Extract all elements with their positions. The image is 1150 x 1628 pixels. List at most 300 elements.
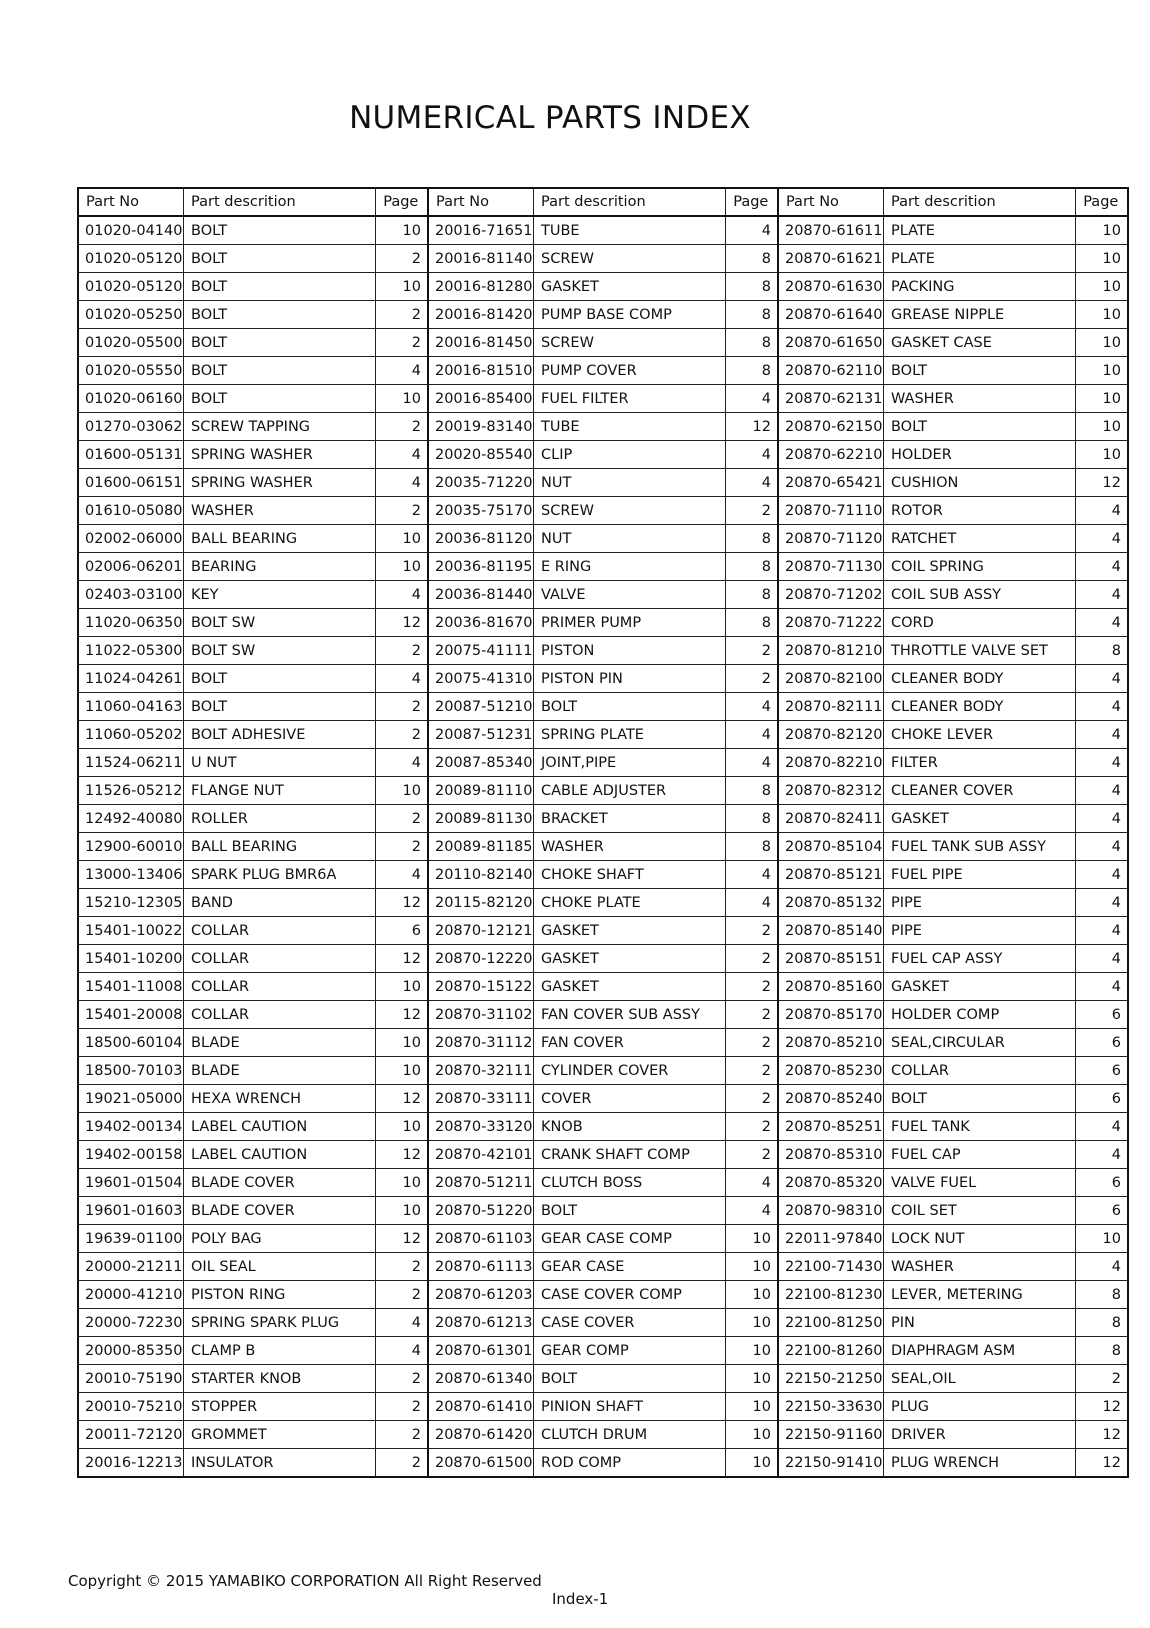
part-description-cell: LABEL CAUTION <box>184 1141 376 1169</box>
page-reference-cell: 4 <box>1076 1141 1128 1169</box>
part-number-cell: 20870-31112 <box>428 1029 534 1057</box>
table-row <box>78 1281 1128 1309</box>
page-reference-cell: 2 <box>376 1365 428 1393</box>
part-number-cell: 20870-82411 <box>778 805 884 833</box>
part-description-cell: VALVE <box>534 581 726 609</box>
page-reference-cell: 10 <box>376 1197 428 1225</box>
table-row <box>78 1449 1128 1478</box>
part-number-cell: 20870-85140 <box>778 917 884 945</box>
table-row <box>78 385 1128 413</box>
page-reference-cell: 2 <box>726 665 778 693</box>
part-number-cell: 20000-21211 <box>78 1253 184 1281</box>
part-description-cell: STOPPER <box>184 1393 376 1421</box>
part-description-cell: COVER <box>534 1085 726 1113</box>
part-number-cell: 20870-61640 <box>778 301 884 329</box>
part-number-cell: 19402-00134 <box>78 1113 184 1141</box>
page-reference-cell: 4 <box>1076 889 1128 917</box>
part-description-cell: BEARING <box>184 553 376 581</box>
part-description-cell: HOLDER COMP <box>883 1001 1075 1029</box>
part-number-cell: 11526-05212 <box>78 777 184 805</box>
part-number-cell: 22150-91410 <box>778 1449 884 1478</box>
page-reference-cell: 2 <box>376 245 428 273</box>
page-reference-cell: 4 <box>1076 721 1128 749</box>
page-reference-cell: 2 <box>726 973 778 1001</box>
page-reference-cell: 2 <box>376 497 428 525</box>
part-description-cell: GASKET CASE <box>883 329 1075 357</box>
page-reference-cell: 2 <box>376 413 428 441</box>
page-reference-cell: 2 <box>376 693 428 721</box>
header-description: Part descrition <box>883 188 1075 216</box>
part-description-cell: BOLT SW <box>184 637 376 665</box>
page-reference-cell: 10 <box>726 1281 778 1309</box>
part-number-cell: 22150-33630 <box>778 1393 884 1421</box>
page-reference-cell: 2 <box>726 917 778 945</box>
part-description-cell: CHOKE SHAFT <box>534 861 726 889</box>
part-description-cell: ROD COMP <box>534 1449 726 1478</box>
part-number-cell: 15401-11008 <box>78 973 184 1001</box>
part-number-cell: 11524-06211 <box>78 749 184 777</box>
part-number-cell: 20019-83140 <box>428 413 534 441</box>
page-reference-cell: 10 <box>1076 245 1128 273</box>
part-number-cell: 20870-42101 <box>428 1141 534 1169</box>
table-row <box>78 1197 1128 1225</box>
page-reference-cell: 4 <box>726 693 778 721</box>
part-description-cell: OIL SEAL <box>184 1253 376 1281</box>
part-description-cell: CHOKE PLATE <box>534 889 726 917</box>
part-number-cell: 15401-20008 <box>78 1001 184 1029</box>
page-number: Index-1 <box>552 1590 609 1608</box>
part-description-cell: SCREW <box>534 329 726 357</box>
page-reference-cell: 10 <box>1076 273 1128 301</box>
part-number-cell: 20870-85132 <box>778 889 884 917</box>
table-row <box>78 945 1128 973</box>
page-reference-cell: 10 <box>1076 441 1128 469</box>
table-row <box>78 329 1128 357</box>
part-number-cell: 20016-71651 <box>428 216 534 245</box>
table-row <box>78 1057 1128 1085</box>
part-description-cell: FUEL FILTER <box>534 385 726 413</box>
part-number-cell: 20870-61621 <box>778 245 884 273</box>
part-description-cell: COLLAR <box>184 945 376 973</box>
page-reference-cell: 2 <box>376 637 428 665</box>
part-description-cell: ROTOR <box>883 497 1075 525</box>
part-description-cell: FUEL TANK SUB ASSY <box>883 833 1075 861</box>
part-number-cell: 15401-10022 <box>78 917 184 945</box>
table-row <box>78 1169 1128 1197</box>
page-reference-cell: 4 <box>1076 973 1128 1001</box>
page-reference-cell: 4 <box>1076 497 1128 525</box>
page-reference-cell: 2 <box>726 1001 778 1029</box>
part-description-cell: COLLAR <box>883 1057 1075 1085</box>
page-reference-cell: 10 <box>376 973 428 1001</box>
page-reference-cell: 12 <box>376 945 428 973</box>
table-row <box>78 973 1128 1001</box>
page-reference-cell: 8 <box>726 581 778 609</box>
part-number-cell: 20016-81450 <box>428 329 534 357</box>
part-description-cell: BOLT <box>184 357 376 385</box>
page-reference-cell: 4 <box>1076 917 1128 945</box>
part-description-cell: BLADE COVER <box>184 1169 376 1197</box>
part-description-cell: BOLT ADHESIVE <box>184 721 376 749</box>
part-number-cell: 20870-85121 <box>778 861 884 889</box>
page-reference-cell: 8 <box>1076 1309 1128 1337</box>
part-description-cell: CRANK SHAFT COMP <box>534 1141 726 1169</box>
part-description-cell: CLEANER BODY <box>883 693 1075 721</box>
page-reference-cell: 4 <box>376 1309 428 1337</box>
table-row <box>78 1309 1128 1337</box>
part-description-cell: GEAR CASE <box>534 1253 726 1281</box>
table-row <box>78 637 1128 665</box>
part-description-cell: KNOB <box>534 1113 726 1141</box>
page-reference-cell: 10 <box>726 1225 778 1253</box>
part-description-cell: GROMMET <box>184 1421 376 1449</box>
page-reference-cell: 10 <box>1076 1225 1128 1253</box>
page-reference-cell: 6 <box>376 917 428 945</box>
table-row <box>78 216 1128 245</box>
table-row <box>78 1337 1128 1365</box>
table-row <box>78 581 1128 609</box>
part-number-cell: 20870-85251 <box>778 1113 884 1141</box>
part-number-cell: 22100-81260 <box>778 1337 884 1365</box>
page-reference-cell: 4 <box>726 216 778 245</box>
page-reference-cell: 4 <box>1076 945 1128 973</box>
part-number-cell: 22150-91160 <box>778 1421 884 1449</box>
part-number-cell: 20870-61500 <box>428 1449 534 1478</box>
part-description-cell: PRIMER PUMP <box>534 609 726 637</box>
page-reference-cell: 4 <box>1076 1253 1128 1281</box>
part-number-cell: 01600-05131 <box>78 441 184 469</box>
table-row <box>78 413 1128 441</box>
table-row <box>78 1001 1128 1029</box>
page-reference-cell: 10 <box>1076 301 1128 329</box>
part-number-cell: 20870-33120 <box>428 1113 534 1141</box>
part-number-cell: 20870-62131 <box>778 385 884 413</box>
part-description-cell: STARTER KNOB <box>184 1365 376 1393</box>
page-reference-cell: 4 <box>1076 861 1128 889</box>
part-number-cell: 11022-05300 <box>78 637 184 665</box>
part-description-cell: CLUTCH DRUM <box>534 1421 726 1449</box>
page-reference-cell: 4 <box>376 1337 428 1365</box>
part-number-cell: 20870-82312 <box>778 777 884 805</box>
part-description-cell: VALVE FUEL <box>883 1169 1075 1197</box>
part-number-cell: 20089-81185 <box>428 833 534 861</box>
page-reference-cell: 6 <box>1076 1001 1128 1029</box>
part-number-cell: 01020-05500 <box>78 329 184 357</box>
part-description-cell: BOLT <box>184 329 376 357</box>
page-reference-cell: 4 <box>726 441 778 469</box>
table-row <box>78 301 1128 329</box>
page-reference-cell: 4 <box>1076 1113 1128 1141</box>
page-reference-cell: 2 <box>376 1393 428 1421</box>
page-reference-cell: 12 <box>376 609 428 637</box>
page-reference-cell: 6 <box>1076 1029 1128 1057</box>
table-row <box>78 1253 1128 1281</box>
part-description-cell: PACKING <box>883 273 1075 301</box>
part-number-cell: 20089-81130 <box>428 805 534 833</box>
part-description-cell: PLUG <box>883 1393 1075 1421</box>
page-reference-cell: 4 <box>1076 749 1128 777</box>
table-row <box>78 1085 1128 1113</box>
part-number-cell: 20075-41111 <box>428 637 534 665</box>
part-number-cell: 20870-61611 <box>778 216 884 245</box>
part-description-cell: CHOKE LEVER <box>883 721 1075 749</box>
part-description-cell: BLADE <box>184 1057 376 1085</box>
part-description-cell: BOLT <box>184 216 376 245</box>
page-reference-cell: 8 <box>726 553 778 581</box>
part-number-cell: 19601-01603 <box>78 1197 184 1225</box>
part-number-cell: 20110-82140 <box>428 861 534 889</box>
part-number-cell: 20870-85240 <box>778 1085 884 1113</box>
part-number-cell: 19402-00158 <box>78 1141 184 1169</box>
table-header-row <box>78 188 1128 216</box>
part-description-cell: BLADE <box>184 1029 376 1057</box>
part-description-cell: GASKET <box>883 973 1075 1001</box>
part-description-cell: BAND <box>184 889 376 917</box>
part-description-cell: SEAL,OIL <box>883 1365 1075 1393</box>
part-description-cell: ROLLER <box>184 805 376 833</box>
part-description-cell: PIN <box>883 1309 1075 1337</box>
part-number-cell: 20870-71120 <box>778 525 884 553</box>
part-number-cell: 20870-61203 <box>428 1281 534 1309</box>
part-description-cell: FILTER <box>883 749 1075 777</box>
part-number-cell: 20870-85230 <box>778 1057 884 1085</box>
part-description-cell: SCREW <box>534 497 726 525</box>
part-number-cell: 01020-06160 <box>78 385 184 413</box>
page-reference-cell: 12 <box>1076 1393 1128 1421</box>
part-number-cell: 20870-61630 <box>778 273 884 301</box>
page-reference-cell: 2 <box>1076 1365 1128 1393</box>
part-description-cell: LEVER, METERING <box>883 1281 1075 1309</box>
part-number-cell: 11060-05202 <box>78 721 184 749</box>
page-reference-cell: 8 <box>726 805 778 833</box>
part-description-cell: NUT <box>534 469 726 497</box>
part-number-cell: 02002-06000 <box>78 525 184 553</box>
table-row <box>78 553 1128 581</box>
part-number-cell: 20870-33111 <box>428 1085 534 1113</box>
page-reference-cell: 10 <box>726 1421 778 1449</box>
part-number-cell: 01610-05080 <box>78 497 184 525</box>
parts-table-body <box>78 216 1128 1477</box>
copyright-notice: Copyright © 2015 YAMABIKO CORPORATION All Right Reserved <box>68 1572 542 1590</box>
table-row <box>78 777 1128 805</box>
part-number-cell: 22100-81230 <box>778 1281 884 1309</box>
part-number-cell: 22011-97840 <box>778 1225 884 1253</box>
page-reference-cell: 2 <box>376 833 428 861</box>
page-reference-cell: 8 <box>1076 1281 1128 1309</box>
page-reference-cell: 4 <box>1076 581 1128 609</box>
table-row <box>78 525 1128 553</box>
page-reference-cell: 2 <box>376 1449 428 1478</box>
table-row <box>78 861 1128 889</box>
part-description-cell: PISTON RING <box>184 1281 376 1309</box>
page-reference-cell: 6 <box>1076 1197 1128 1225</box>
part-description-cell: BOLT <box>184 665 376 693</box>
part-description-cell: COLLAR <box>184 1001 376 1029</box>
part-description-cell: CASE COVER <box>534 1309 726 1337</box>
part-number-cell: 20087-51210 <box>428 693 534 721</box>
page-title: NUMERICAL PARTS INDEX <box>349 100 751 136</box>
part-number-cell: 20870-61103 <box>428 1225 534 1253</box>
part-number-cell: 20075-41310 <box>428 665 534 693</box>
page-reference-cell: 4 <box>726 1197 778 1225</box>
page-reference-cell: 8 <box>726 329 778 357</box>
page-reference-cell: 10 <box>726 1309 778 1337</box>
page-reference-cell: 8 <box>726 245 778 273</box>
part-number-cell: 11060-04163 <box>78 693 184 721</box>
part-number-cell: 20870-65421 <box>778 469 884 497</box>
page-reference-cell: 12 <box>376 889 428 917</box>
parts-index-table <box>77 187 1129 1478</box>
page-reference-cell: 4 <box>1076 553 1128 581</box>
page-reference-cell: 8 <box>726 301 778 329</box>
page-reference-cell: 12 <box>726 413 778 441</box>
page-reference-cell: 4 <box>376 469 428 497</box>
page-reference-cell: 4 <box>1076 777 1128 805</box>
part-description-cell: SPRING WASHER <box>184 469 376 497</box>
part-description-cell: CORD <box>883 609 1075 637</box>
part-description-cell: SCREW <box>534 245 726 273</box>
part-number-cell: 20870-31102 <box>428 1001 534 1029</box>
page-reference-cell: 4 <box>726 749 778 777</box>
part-number-cell: 12492-40080 <box>78 805 184 833</box>
part-number-cell: 02006-06201 <box>78 553 184 581</box>
part-description-cell: WASHER <box>883 385 1075 413</box>
part-description-cell: COIL SET <box>883 1197 1075 1225</box>
page-reference-cell: 10 <box>1076 216 1128 245</box>
page-reference-cell: 4 <box>376 861 428 889</box>
part-number-cell: 20087-85340 <box>428 749 534 777</box>
part-number-cell: 20000-72230 <box>78 1309 184 1337</box>
page-reference-cell: 8 <box>1076 1337 1128 1365</box>
page-reference-cell: 2 <box>376 1421 428 1449</box>
part-number-cell: 19021-05000 <box>78 1085 184 1113</box>
page-reference-cell: 10 <box>376 1113 428 1141</box>
part-description-cell: BOLT <box>883 1085 1075 1113</box>
part-description-cell: GEAR COMP <box>534 1337 726 1365</box>
part-description-cell: CLAMP B <box>184 1337 376 1365</box>
page-reference-cell: 10 <box>726 1393 778 1421</box>
page-reference-cell: 2 <box>376 805 428 833</box>
part-description-cell: WASHER <box>883 1253 1075 1281</box>
part-description-cell: FUEL TANK <box>883 1113 1075 1141</box>
header-page: Page <box>726 188 778 216</box>
part-number-cell: 20870-85151 <box>778 945 884 973</box>
part-number-cell: 12900-60010 <box>78 833 184 861</box>
page-reference-cell: 6 <box>1076 1057 1128 1085</box>
table-row <box>78 693 1128 721</box>
part-number-cell: 20035-71220 <box>428 469 534 497</box>
page-reference-cell: 4 <box>1076 609 1128 637</box>
part-number-cell: 13000-13406 <box>78 861 184 889</box>
part-description-cell: PIPE <box>883 917 1075 945</box>
part-number-cell: 20870-81210 <box>778 637 884 665</box>
part-number-cell: 20870-98310 <box>778 1197 884 1225</box>
table-row <box>78 665 1128 693</box>
part-description-cell: PLATE <box>883 245 1075 273</box>
part-number-cell: 20036-81120 <box>428 525 534 553</box>
page-reference-cell: 4 <box>1076 525 1128 553</box>
page-reference-cell: 12 <box>1076 1421 1128 1449</box>
part-description-cell: SPRING PLATE <box>534 721 726 749</box>
page-reference-cell: 4 <box>726 721 778 749</box>
table-row <box>78 1113 1128 1141</box>
part-number-cell: 20087-51231 <box>428 721 534 749</box>
part-number-cell: 20870-62110 <box>778 357 884 385</box>
page-reference-cell: 12 <box>376 1001 428 1029</box>
part-description-cell: BOLT <box>534 1197 726 1225</box>
page-reference-cell: 4 <box>726 861 778 889</box>
table-row <box>78 441 1128 469</box>
part-number-cell: 20870-85210 <box>778 1029 884 1057</box>
page-reference-cell: 4 <box>1076 665 1128 693</box>
part-description-cell: PIPE <box>883 889 1075 917</box>
page-reference-cell: 10 <box>376 216 428 245</box>
part-description-cell: CUSHION <box>883 469 1075 497</box>
page-reference-cell: 10 <box>376 553 428 581</box>
part-number-cell: 20870-82100 <box>778 665 884 693</box>
part-number-cell: 20870-82111 <box>778 693 884 721</box>
part-number-cell: 19601-01504 <box>78 1169 184 1197</box>
part-number-cell: 20016-81140 <box>428 245 534 273</box>
page-reference-cell: 4 <box>726 1169 778 1197</box>
part-description-cell: PLATE <box>883 216 1075 245</box>
page-reference-cell: 10 <box>726 1337 778 1365</box>
page-reference-cell: 2 <box>726 1085 778 1113</box>
part-number-cell: 20870-85160 <box>778 973 884 1001</box>
part-description-cell: LOCK NUT <box>883 1225 1075 1253</box>
table-row <box>78 245 1128 273</box>
part-number-cell: 20870-61410 <box>428 1393 534 1421</box>
page-reference-cell: 2 <box>726 1057 778 1085</box>
part-description-cell: NUT <box>534 525 726 553</box>
part-description-cell: PISTON PIN <box>534 665 726 693</box>
page-reference-cell: 10 <box>376 273 428 301</box>
part-description-cell: FUEL CAP <box>883 1141 1075 1169</box>
part-number-cell: 11024-04261 <box>78 665 184 693</box>
part-description-cell: LABEL CAUTION <box>184 1113 376 1141</box>
page-reference-cell: 8 <box>726 525 778 553</box>
part-number-cell: 20870-62150 <box>778 413 884 441</box>
part-number-cell: 01020-05250 <box>78 301 184 329</box>
header-page: Page <box>1076 188 1128 216</box>
page-reference-cell: 10 <box>376 385 428 413</box>
part-description-cell: SPRING WASHER <box>184 441 376 469</box>
page-reference-cell: 8 <box>726 273 778 301</box>
page-reference-cell: 6 <box>1076 1085 1128 1113</box>
part-description-cell: INSULATOR <box>184 1449 376 1478</box>
header-part-no: Part No <box>778 188 884 216</box>
part-number-cell: 20870-71130 <box>778 553 884 581</box>
part-number-cell: 20870-71222 <box>778 609 884 637</box>
part-number-cell: 20870-82210 <box>778 749 884 777</box>
page-reference-cell: 4 <box>376 357 428 385</box>
part-number-cell: 20020-85540 <box>428 441 534 469</box>
part-description-cell: BLADE COVER <box>184 1197 376 1225</box>
part-description-cell: BOLT <box>184 245 376 273</box>
part-number-cell: 20011-72120 <box>78 1421 184 1449</box>
page-reference-cell: 12 <box>1076 469 1128 497</box>
page-reference-cell: 10 <box>376 1057 428 1085</box>
table-row <box>78 1141 1128 1169</box>
page-reference-cell: 4 <box>1076 833 1128 861</box>
part-number-cell: 20870-62210 <box>778 441 884 469</box>
part-number-cell: 20000-85350 <box>78 1337 184 1365</box>
part-description-cell: KEY <box>184 581 376 609</box>
table-row <box>78 1029 1128 1057</box>
part-number-cell: 20870-61113 <box>428 1253 534 1281</box>
part-description-cell: BOLT <box>184 273 376 301</box>
part-description-cell: BOLT <box>184 301 376 329</box>
